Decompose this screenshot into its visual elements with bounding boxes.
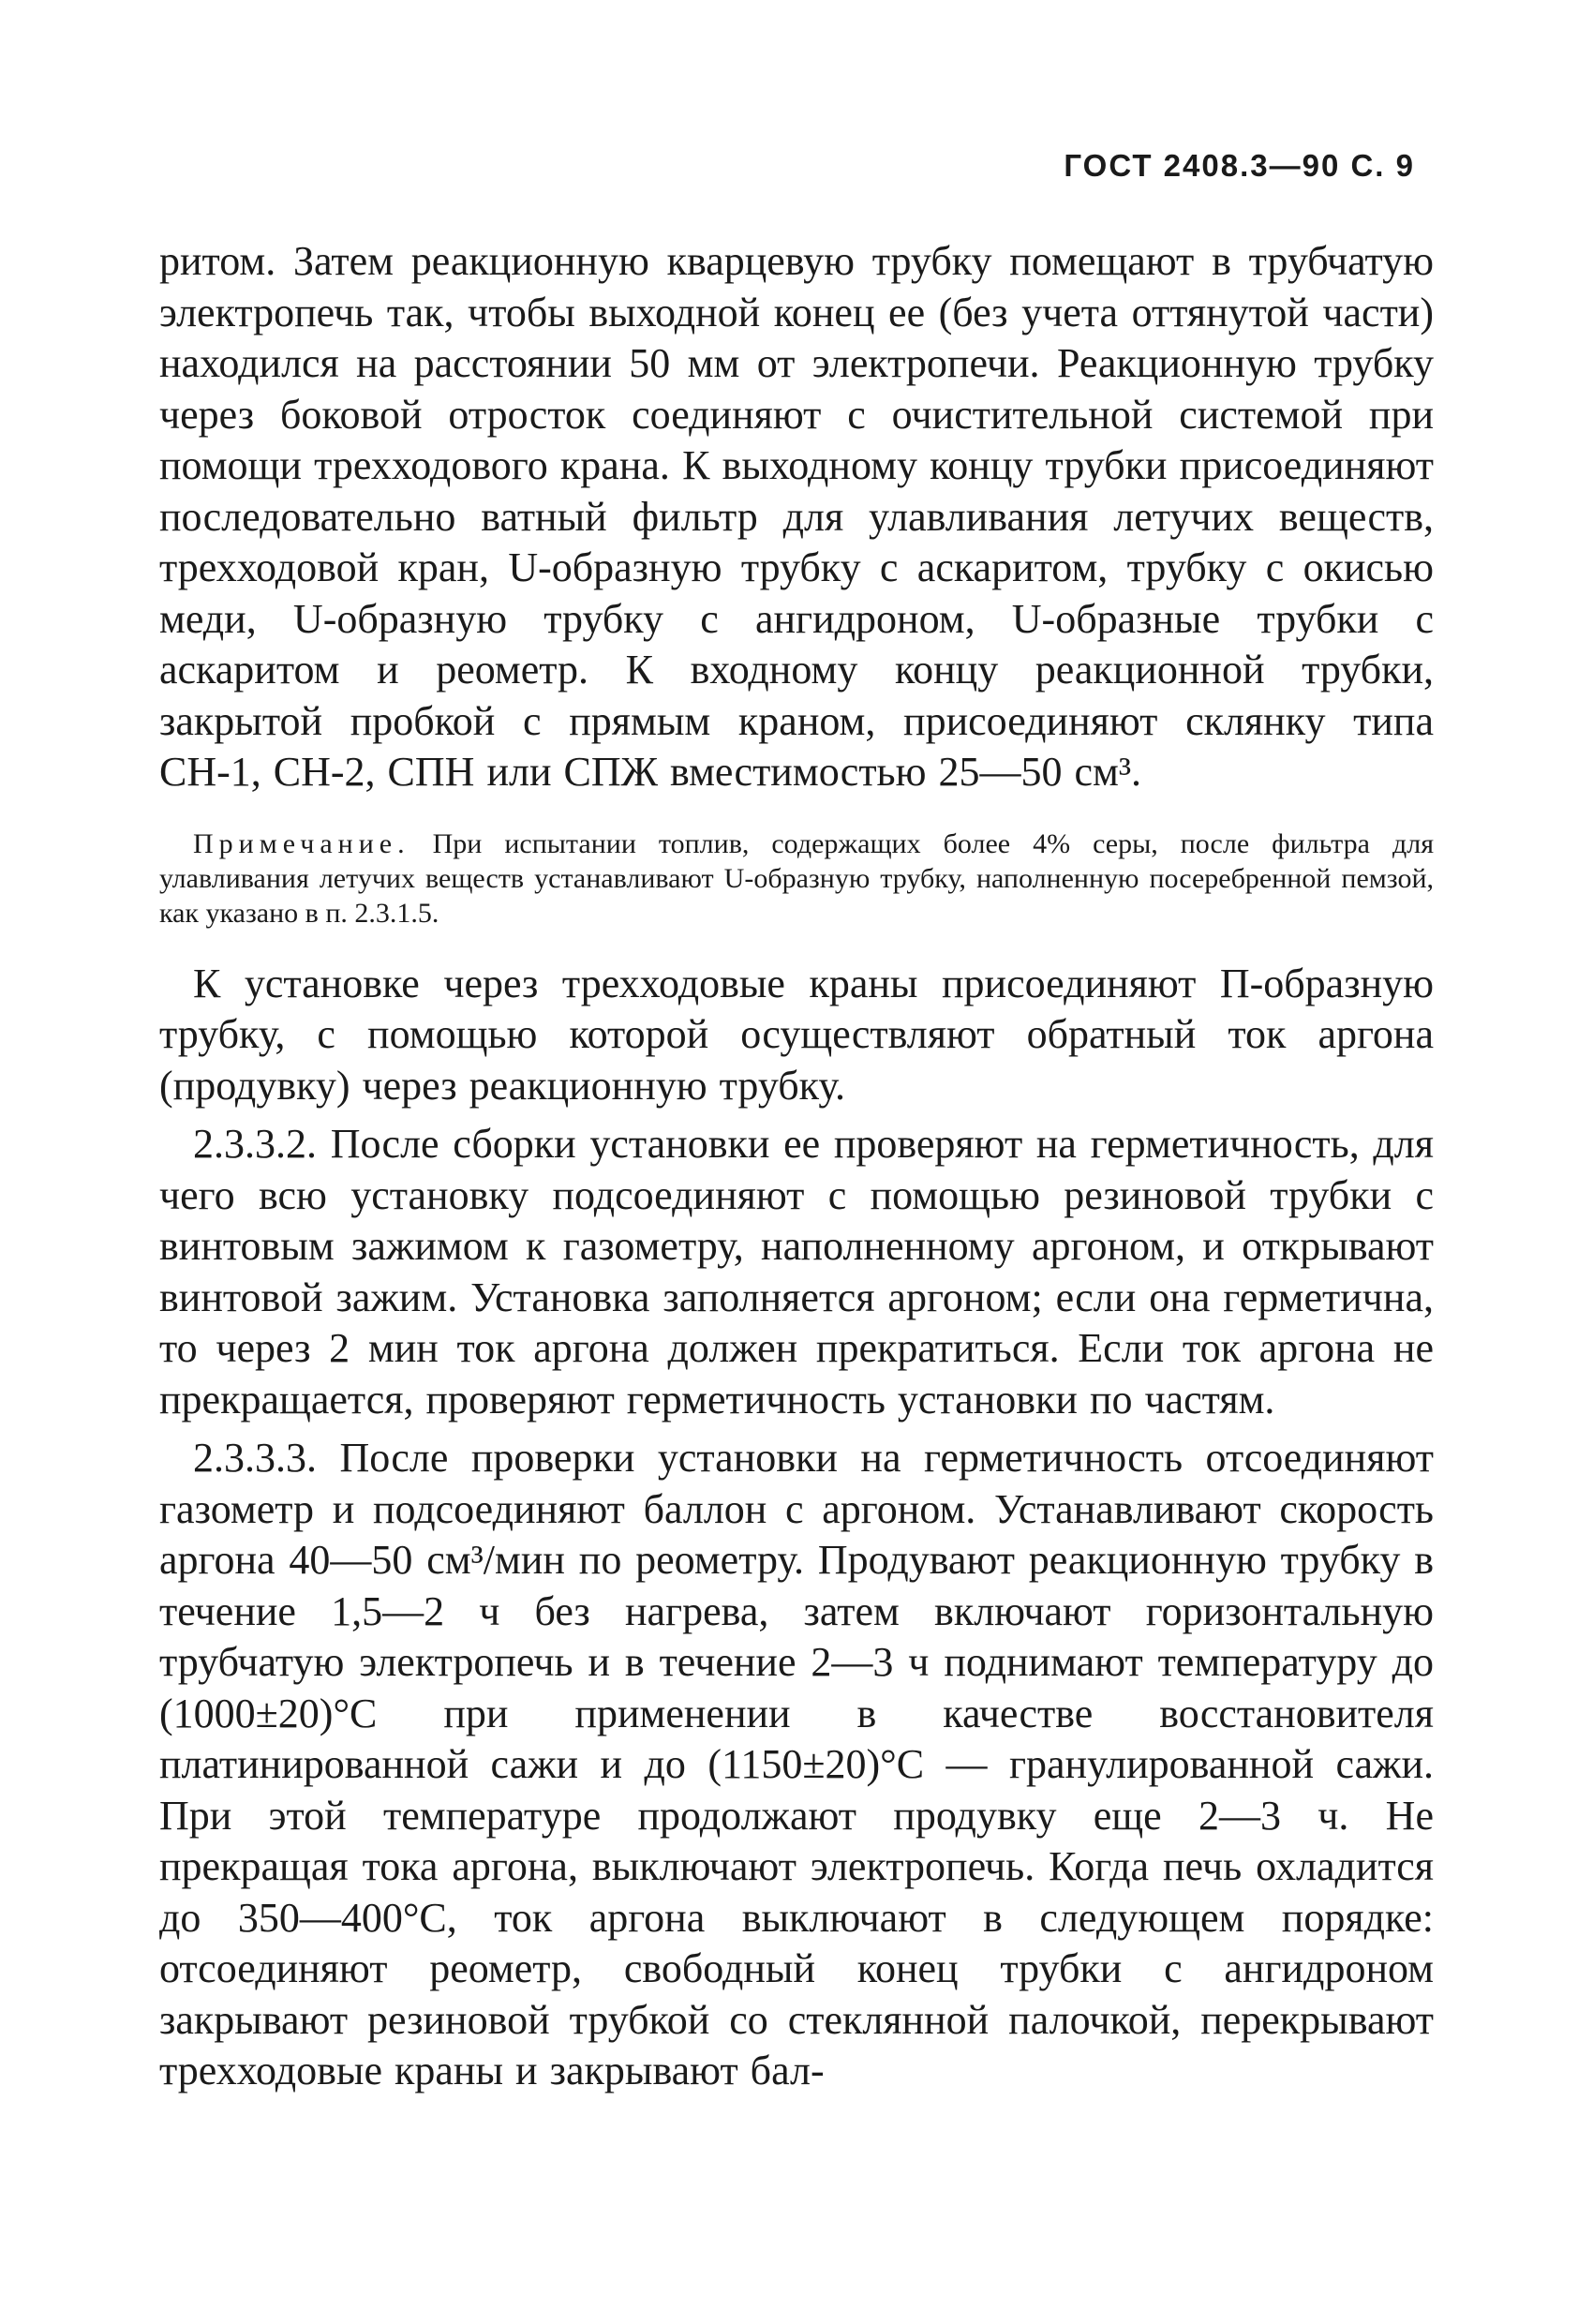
note-text: При испытании топлив, содержащих более 4% серы, после фильтра для улавливания летучих веществ устанавливают U-образную трубку, наполненную посеребренной пемзой, как указано в п. 2.3.1.5.: [159, 827, 1434, 929]
page-header: ГОСТ 2408.3—90 С. 9: [1064, 148, 1415, 183]
note-label: Примечание.: [193, 827, 410, 859]
page-body: [159, 236, 1434, 2097]
paragraph-reverse-flow: К установке через трехходовые краны присоединяют П-образную трубку, с помощью которой осуществляют обратный ток аргона (продувку) через реакционную трубку.: [159, 960, 1434, 1109]
note: [159, 827, 1434, 931]
paragraph-continuation: ритом. Затем реакционную кварцевую трубку помещают в трубчатую электропечь так, чтобы выходной конец ее (без учета оттянутой части) находился на расстоянии 50 мм от электропечи. Реакционную трубку через боковой отросток соединяют с очистительной системой при помощи трехходового крана. К выходному концу трубки присоединяют последовательно ватный фильтр для улавливания летучих веществ, трехходовой кран, U-образную трубку с аскаритом, трубку с окисью меди, U-образную трубку с ангидроном, U-образные трубки с аскаритом и реометр. К входному концу реакционной трубки, закрытой пробкой с прямым краном, присоединяют склянку типа СН-1, СН-2, СПН или СПЖ вместимостью 25—50 см³.: [159, 238, 1434, 795]
paragraph-2-3-3-3: 2.3.3.3. После проверки установки на герметичность отсоединяют газометр и подсоединяют баллон с аргоном. Устанавливают скорость аргона 40—50 см³/мин по реометру. Продувают реакционную трубку в течение 1,5—2 ч без нагрева, затем включают горизонтальную трубчатую электропечь и в течение 2—3 ч поднимают температуру до (1000±20)°С при применении в качестве восстановителя платинированной сажи и до (1150±20)°С — гранулированной сажи. При этой температуре продолжают продувку еще 2—3 ч. Не прекращая тока аргона, выключают электропечь. Когда печь охладится до 350—400°С, ток аргона выключают в следующем порядке: отсоединяют реометр, свободный конец трубки с ангидроном закрывают резиновой трубкой со стеклянной палочкой, перекрывают трехходовые краны и закрывают бал-: [159, 1435, 1434, 2093]
paragraph-2-3-3-2: 2.3.3.2. После сборки установки ее проверяют на герметичность, для чего всю установку подсоединяют с помощью резиновой трубки с винтовым зажимом к газометру, наполненному аргоном, и открывают винтовой зажим. Установка заполняется аргоном; если она герметична, то через 2 мин ток аргона должен прекратиться. Если ток аргона не прекращается, проверяют герметичность установки по частям.: [159, 1121, 1434, 1423]
